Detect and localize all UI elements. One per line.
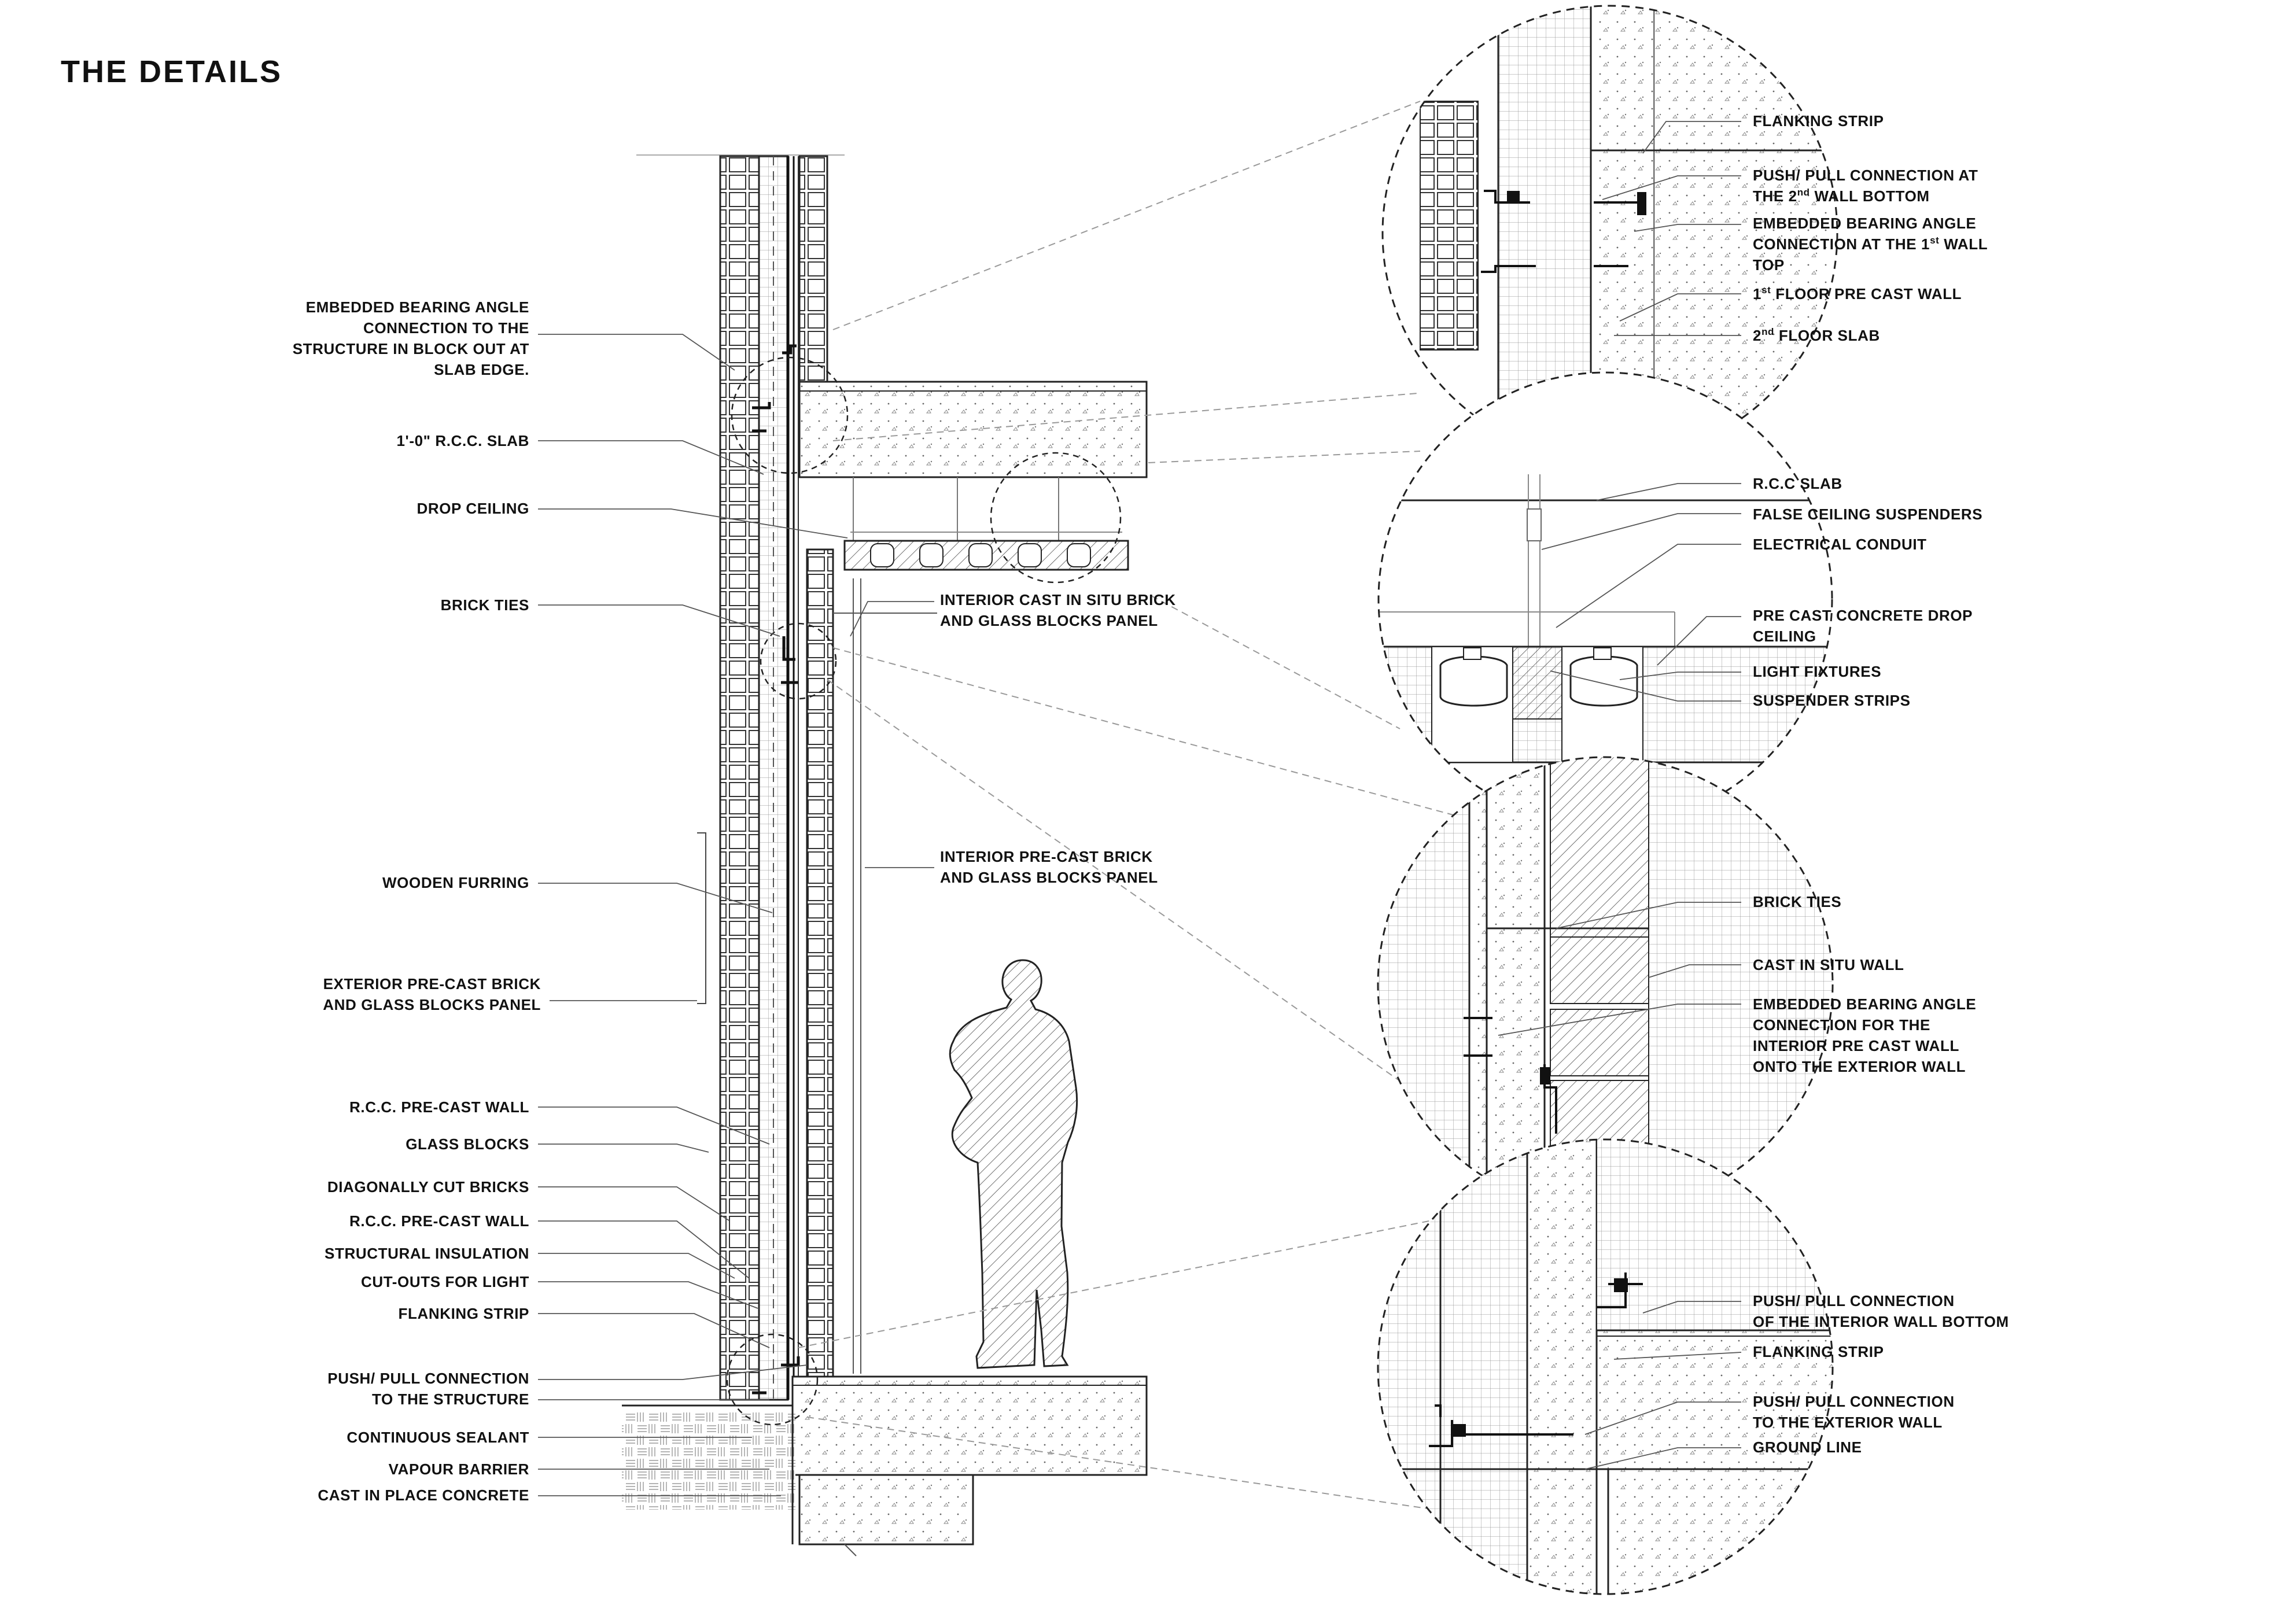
d1-second-floor-slab: 2nd FLOOR SLAB	[1753, 326, 1880, 344]
d3-cast-in-situ-wall: CAST IN SITU WALL	[1753, 956, 1904, 973]
label-interior-precast-1: INTERIOR PRE-CAST BRICK	[940, 848, 1153, 865]
d4-flanking-strip: FLANKING STRIP	[1753, 1343, 1884, 1360]
label-push-pull-structure-2: TO THE STRUCTURE	[371, 1390, 529, 1408]
interior-brick-panel	[807, 549, 833, 1377]
d2-drop-ceiling-2: CEILING	[1753, 628, 1816, 645]
label-continuous-sealant: CONTINUOUS SEALANT	[347, 1429, 529, 1446]
d1-first-floor-wall: 1st FLOOR PRE CAST WALL	[1753, 285, 1962, 303]
label-exterior-panel-2: AND GLASS BLOCKS PANEL	[323, 996, 541, 1013]
label-embedded-bearing-4: SLAB EDGE.	[434, 361, 529, 378]
d2-false-ceiling: FALSE CEILING SUSPENDERS	[1753, 506, 1983, 523]
label-embedded-bearing-3: STRUCTURE IN BLOCK OUT AT	[292, 340, 529, 357]
label-flanking-strip: FLANKING STRIP	[398, 1305, 529, 1322]
d4-ground-line: GROUND LINE	[1753, 1438, 1862, 1456]
label-wooden-furring: WOODEN FURRING	[382, 874, 529, 891]
label-drop-ceiling: DROP CEILING	[417, 500, 529, 517]
d1-embedded-line1: EMBEDDED BEARING ANGLE	[1753, 215, 1977, 232]
d3-embedded-1: EMBEDDED BEARING ANGLE	[1753, 995, 1977, 1013]
d4-push-pull-exterior-2: TO THE EXTERIOR WALL	[1753, 1414, 1943, 1431]
label-structural-insulation: STRUCTURAL INSULATION	[325, 1245, 529, 1262]
d3-embedded-3: INTERIOR PRE CAST WALL	[1753, 1037, 1959, 1054]
detail-circle-4	[1377, 1134, 1840, 1596]
d1-flanking-strip: FLANKING STRIP	[1753, 112, 1884, 130]
d4-push-pull-interior-2: OF THE INTERIOR WALL BOTTOM	[1753, 1313, 2009, 1330]
floor-slab	[793, 1377, 1147, 1475]
ground	[622, 1411, 795, 1510]
d3-brick-ties: BRICK TIES	[1753, 893, 1842, 910]
exterior-brick-panel	[720, 156, 759, 1400]
label-brick-ties: BRICK TIES	[440, 596, 529, 614]
label-glass-blocks: GLASS BLOCKS	[406, 1135, 529, 1153]
d1-push-pull-line2: THE 2nd WALL BOTTOM	[1753, 187, 1930, 205]
label-push-pull-structure-1: PUSH/ PULL CONNECTION	[327, 1370, 529, 1387]
drop-ceiling	[845, 541, 1128, 570]
human-figure	[950, 960, 1077, 1368]
label-rcc-precast-wall-2: R.C.C. PRE-CAST WALL	[349, 1212, 529, 1230]
label-exterior-panel-1: EXTERIOR PRE-CAST BRICK	[323, 975, 541, 993]
upper-brick-column	[799, 156, 827, 382]
label-embedded-bearing-1: EMBEDDED BEARING ANGLE	[305, 298, 529, 316]
d3-embedded-2: CONNECTION FOR THE	[1753, 1016, 1930, 1034]
d1-push-pull-line1: PUSH/ PULL CONNECTION AT	[1753, 167, 1978, 184]
d2-drop-ceiling-1: PRE CAST CONCRETE DROP	[1753, 607, 1973, 624]
label-interior-cast-in-situ-2: AND GLASS BLOCKS PANEL	[940, 612, 1158, 629]
label-interior-precast-2: AND GLASS BLOCKS PANEL	[940, 869, 1158, 886]
label-cutouts-for-light: CUT-OUTS FOR LIGHT	[361, 1273, 529, 1290]
d1-embedded-line3: TOP	[1753, 256, 1785, 274]
d1-embedded-line2: CONNECTION AT THE 1st WALL	[1753, 235, 1988, 253]
label-rcc-precast-wall-1: R.C.C. PRE-CAST WALL	[349, 1098, 529, 1116]
label-rcc-slab: 1'-0" R.C.C. SLAB	[396, 432, 529, 449]
label-vapour-barrier: VAPOUR BARRIER	[388, 1460, 529, 1478]
label-interior-cast-in-situ-1: INTERIOR CAST IN SITU BRICK	[940, 591, 1176, 608]
d2-rcc-slab: R.C.C SLAB	[1753, 475, 1842, 492]
d2-electrical-conduit: ELECTRICAL CONDUIT	[1753, 536, 1927, 553]
d2-light-fixtures: LIGHT FIXTURES	[1753, 663, 1882, 680]
d3-embedded-4: ONTO THE EXTERIOR WALL	[1753, 1058, 1966, 1075]
d4-push-pull-interior-1: PUSH/ PULL CONNECTION	[1753, 1292, 1955, 1310]
d4-push-pull-exterior-1: PUSH/ PULL CONNECTION	[1753, 1393, 1955, 1410]
d2-suspender-strips: SUSPENDER STRIPS	[1753, 692, 1911, 709]
label-embedded-bearing-2: CONNECTION TO THE	[363, 319, 529, 337]
label-diagonally-cut-bricks: DIAGONALLY CUT BRICKS	[327, 1178, 529, 1196]
label-cast-in-place-concrete: CAST IN PLACE CONCRETE	[318, 1486, 529, 1504]
page-title: THE DETAILS	[61, 54, 282, 89]
